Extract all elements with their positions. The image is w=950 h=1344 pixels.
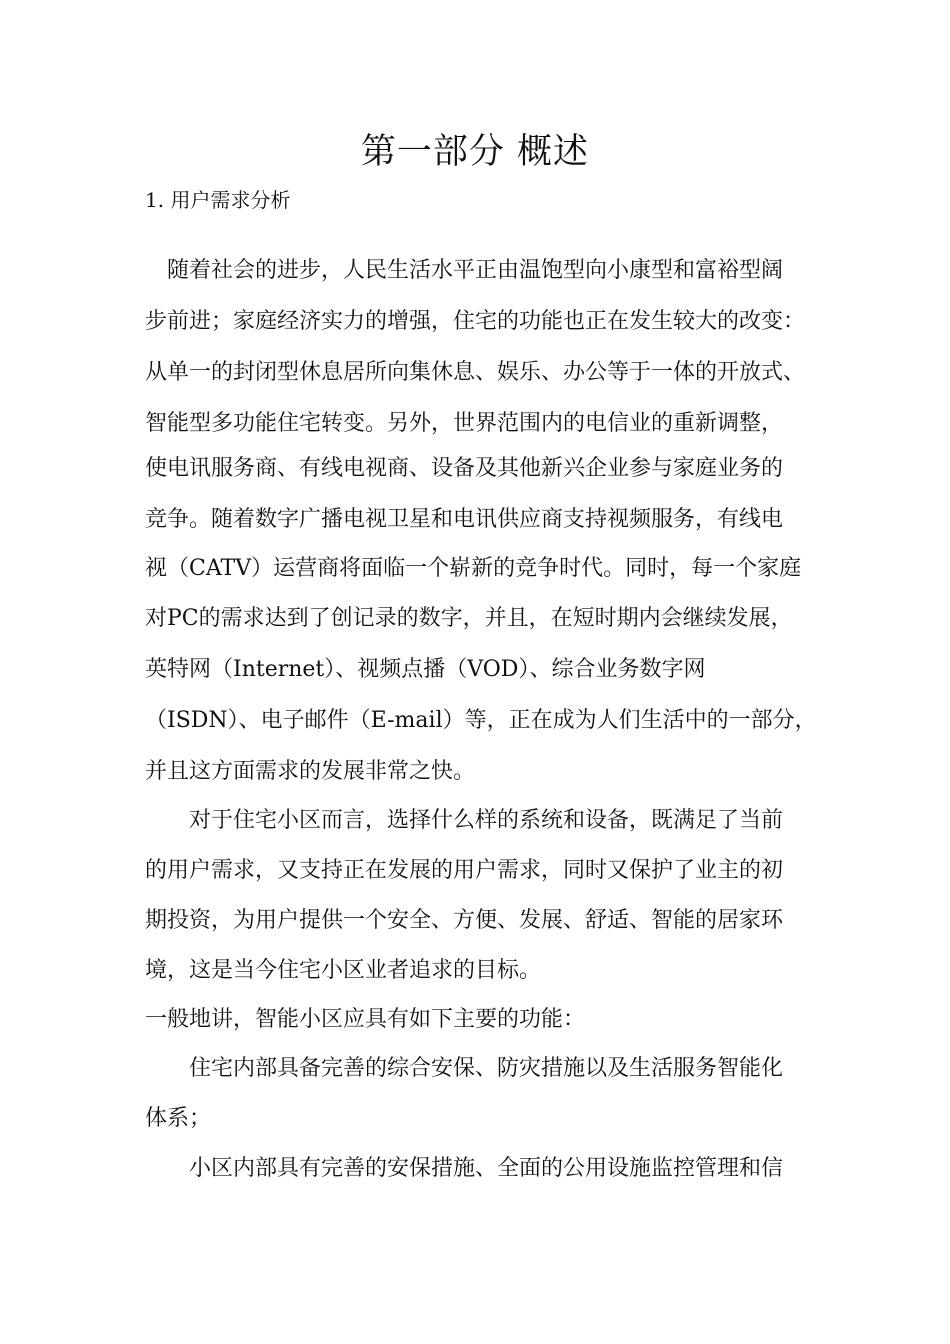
paragraph-line: 对PC的需求达到了创记录的数字，并且，在短时期内会继续发展， bbox=[145, 606, 793, 631]
section-heading: 1. 用户需求分析 bbox=[145, 188, 291, 212]
paragraph-line: 一般地讲，智能小区应具有如下主要的功能： bbox=[145, 1007, 586, 1032]
paragraph-line: （ISDN）、电子邮件（E-mail）等，正在成为人们生活中的一部分， bbox=[145, 708, 817, 733]
paragraph-line: 体系； bbox=[145, 1106, 212, 1131]
paragraph-line: 使电讯服务商、有线电视商、设备及其他新兴企业参与家庭业务的 bbox=[145, 456, 784, 481]
paragraph-line: 视（CATV）运营商将面临一个崭新的竞争时代。同时，每一个家庭 bbox=[145, 556, 802, 581]
paragraph-line: 智能型多功能住宅转变。另外，世界范围内的电信业的重新调整， bbox=[145, 411, 784, 436]
paragraph-line: 期投资，为用户提供一个安全、方便、发展、舒适、智能的居家环 bbox=[145, 908, 784, 933]
paragraph-line: 并且这方面需求的发展非常之快。 bbox=[145, 759, 476, 784]
paragraph-line: 的用户需求，又支持正在发展的用户需求，同时又保护了业主的初 bbox=[145, 858, 784, 883]
paragraph-line: 随着社会的进步，人民生活水平正由温饱型向小康型和富裕型阔 bbox=[145, 258, 784, 283]
paragraph-line: 境，这是当今住宅小区业者追求的目标。 bbox=[145, 958, 542, 983]
paragraph-line: 小区内部具有完善的安保措施、全面的公用设施监控管理和信 bbox=[145, 1156, 784, 1181]
paragraph-line: 从单一的封闭型休息居所向集休息、娱乐、办公等于一体的开放式、 bbox=[145, 360, 806, 385]
page-title: 第一部分 概述 bbox=[360, 132, 590, 172]
paragraph-line: 步前进；家庭经济实力的增强，住宅的功能也正在发生较大的改变： bbox=[145, 309, 806, 334]
paragraph-line: 对于住宅小区而言，选择什么样的系统和设备，既满足了当前 bbox=[145, 808, 784, 833]
paragraph-line: 住宅内部具备完善的综合安保、防灾措施以及生活服务智能化 bbox=[145, 1056, 784, 1081]
paragraph-line: 竞争。随着数字广播电视卫星和电讯供应商支持视频服务，有线电 bbox=[145, 507, 784, 532]
paragraph-line: 英特网（Internet）、视频点播（VOD）、综合业务数字网 bbox=[145, 657, 706, 682]
